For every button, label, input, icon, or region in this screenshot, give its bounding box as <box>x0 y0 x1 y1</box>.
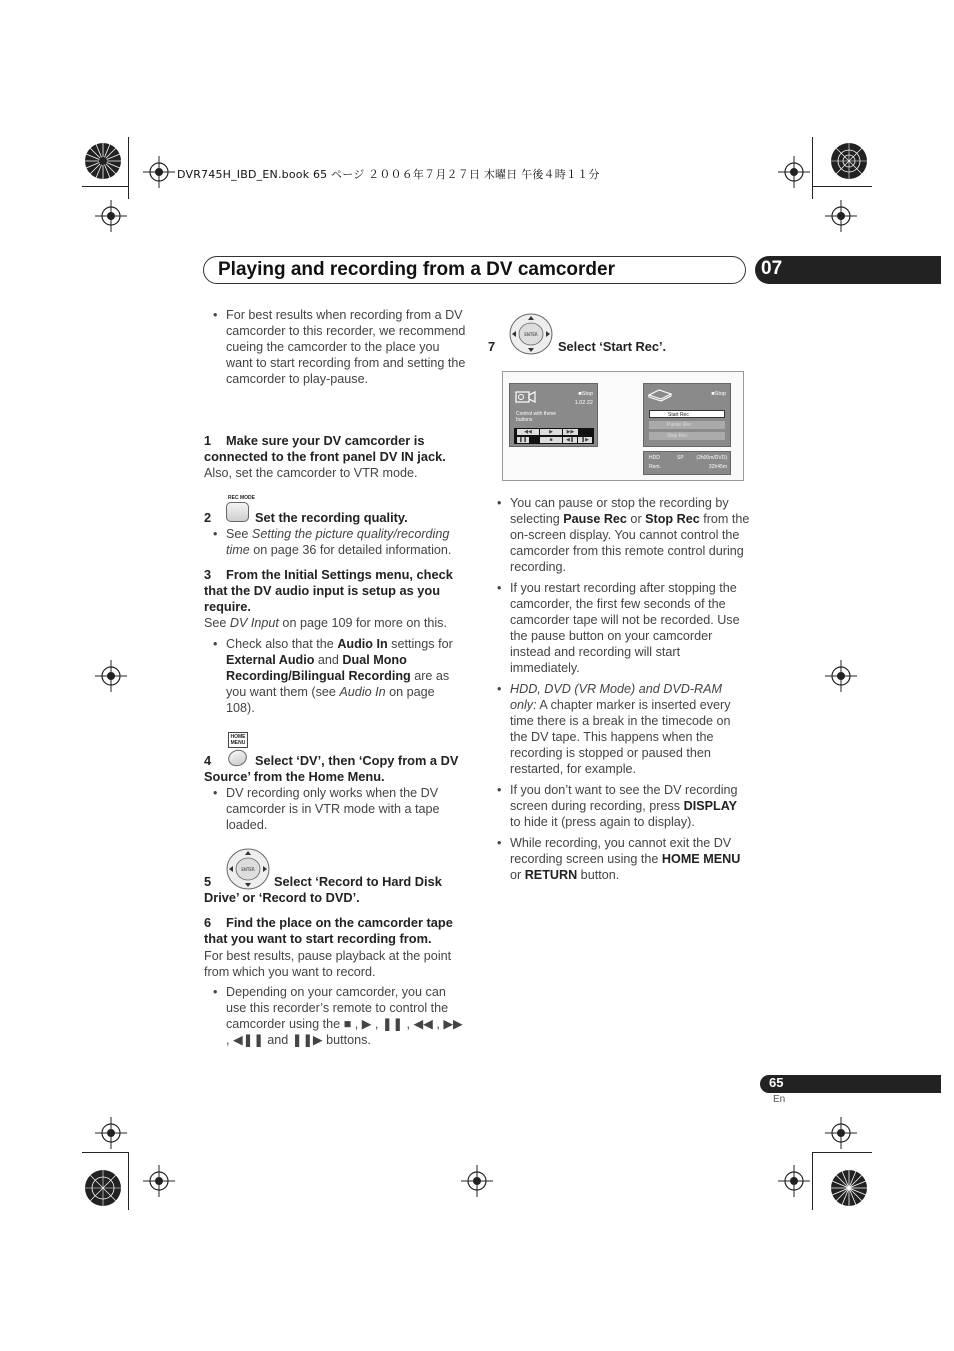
step-3 <box>204 567 466 716</box>
step-4-bullet: • DV recording only works when the DV camcorder is in VTR mode with a tape loaded. <box>204 785 466 833</box>
step-title-text: Set the recording quality. <box>255 510 408 525</box>
camcorder-status: ■Stop <box>578 391 593 397</box>
step-title-text: Select ‘DV’, then ‘Copy from a DV Source’ from the Home Menu. <box>204 753 459 784</box>
step-5 <box>204 874 466 906</box>
text: on page 108). <box>226 685 435 715</box>
enter-label: ENTER <box>524 332 538 337</box>
registration-crosshair-icon <box>143 1165 175 1197</box>
intro-bullet: • For best results when recording from a DV camcorder to this recorder, we recommend cueing the camcorder to the place you want to start recording from and setting the camcorder to play-pause. <box>204 307 466 387</box>
registration-crosshair-icon <box>778 1165 810 1197</box>
left-column <box>204 307 466 387</box>
pause-icon: ❚❚ <box>518 437 528 443</box>
fast-forward-icon: ▶▶ <box>563 429 578 435</box>
step-7-title <box>488 339 750 355</box>
step-number: 7 <box>488 339 496 354</box>
menu-start-rec: Start Rec <box>649 410 725 418</box>
bullet-display <box>488 782 750 830</box>
disc-condition: HDD, DVD (VR Mode) and DVD-RAM only: <box>510 682 723 712</box>
menu-stop-rec: Stop Rec <box>649 432 725 440</box>
right-bullets <box>488 495 750 883</box>
text: on page 36 for detailed information. <box>249 543 452 557</box>
step-number: 2 <box>204 510 212 525</box>
step-number: 4 <box>204 753 212 768</box>
menu-pause-rec: Pause Rec <box>649 421 725 429</box>
text: button. <box>577 868 620 882</box>
button-name: HOME MENU <box>661 852 741 866</box>
step-2-bullet <box>204 526 466 558</box>
menu-option: Pause Rec <box>563 512 627 526</box>
registration-crosshair-icon <box>95 660 127 692</box>
remaining-label: Rem. <box>649 464 661 470</box>
text: You can pause or stop the recording by selecting <box>510 496 729 526</box>
camcorder-icon <box>514 387 538 407</box>
text: If you don’t want to see the DV recording screen during recording, press <box>510 783 738 813</box>
text: A chapter marker is inserted every time there is a break in the timecode on the DV tape. This happens when the recording is stopped or paused then restarted, for example. <box>510 698 731 776</box>
step-5-title <box>204 874 466 906</box>
step-title-text: From the Initial Settings menu, check that the DV audio input is setup as you require. <box>204 567 453 614</box>
step-4 <box>204 753 466 833</box>
home-label: HOME <box>230 734 246 740</box>
step-6-body: For best results, pause playback at the point from which you want to record. <box>204 949 452 979</box>
registration-star-icon <box>830 1169 868 1207</box>
page-reference: Audio In <box>339 685 386 699</box>
chapter-number: 07 <box>761 258 783 279</box>
step-title-text: Select ‘Start Rec’. <box>558 339 667 354</box>
button-name: RETURN <box>524 868 578 882</box>
menu-option: Stop Rec <box>645 512 700 526</box>
crop-line <box>128 137 129 199</box>
text: settings for <box>387 637 453 651</box>
setting-name: Audio In <box>337 637 388 651</box>
step-1 <box>204 433 466 481</box>
step-number: 6 <box>204 915 212 930</box>
step-6-bullet: • Depending on your camcorder, you can use this recorder’s remote to control the camcorder using the ■ , ▶ , ❚❚ , ◀◀ , ▶▶ , ◀❚❚ and ❚❚▶ buttons. <box>204 984 466 1048</box>
registration-star-icon <box>84 1169 122 1207</box>
setting-name: Dual Mono Recording/Bilingual Recording <box>226 653 411 683</box>
text: to hide it (press again to display). <box>510 815 695 829</box>
rec-mode-label: REC MODE <box>228 495 255 501</box>
rec-mode-value: SP <box>677 455 684 461</box>
step-number: 1 <box>204 433 212 448</box>
button-name: DISPLAY <box>683 799 738 813</box>
rewind-icon: ◀◀ <box>517 429 539 435</box>
recorder-panel <box>643 383 731 447</box>
recorder-status: ■Stop <box>711 391 726 397</box>
step-number: 5 <box>204 874 212 889</box>
registration-crosshair-icon <box>825 1117 857 1149</box>
rec-mode-duration: (2h00m/DVD) <box>696 455 727 461</box>
disk-label: HDD <box>649 455 660 461</box>
step-title-text: Make sure your DV camcorder is connected to the front panel DV IN jack. <box>204 433 446 464</box>
control-caption: Control with these buttons <box>516 411 557 423</box>
step-4-title <box>204 753 466 785</box>
text: or <box>626 512 646 526</box>
page-number: 65 <box>769 1075 784 1090</box>
crop-line <box>128 1152 129 1210</box>
bullet-chapter-marker <box>488 681 750 777</box>
page-reference: DV Input <box>229 616 279 630</box>
crop-line <box>812 186 872 187</box>
remaining-value: 32h45m <box>708 464 727 470</box>
registration-star-icon <box>830 142 868 180</box>
registration-crosshair-icon <box>825 200 857 232</box>
step-7 <box>488 339 750 355</box>
step-1-title <box>204 433 466 465</box>
crop-line <box>812 1152 813 1210</box>
section-title: Playing and recording from a DV camcorder <box>218 259 615 280</box>
file-info-line: DVR745H_IBD_EN.book 65 ページ ２００６年７月２７日 木曜日 午後４時１１分 <box>177 168 600 181</box>
bullet-pause-stop <box>488 495 750 575</box>
dv-recording-screen <box>502 371 744 481</box>
step-6 <box>204 915 466 1048</box>
menu-label: MENU <box>230 740 246 746</box>
bullet-restart: • If you restart recording after stopping the camcorder, the first few seconds of the camcorder tape will not be recorded. Use the pause button on your camcorder instead and recording will start immediately. <box>488 580 750 676</box>
setting-name: External Audio <box>226 653 315 667</box>
step-3-title <box>204 567 466 615</box>
step-title-text: Find the place on the camcorder tape that you want to start recording from. <box>204 915 453 946</box>
crop-line <box>82 1152 128 1153</box>
crop-line <box>812 137 813 199</box>
section-title-bar <box>203 256 746 284</box>
registration-crosshair-icon <box>95 1117 127 1149</box>
recording-info-panel <box>643 451 731 475</box>
disc-drive-icon <box>647 388 673 402</box>
timecode: 1.02.22 <box>574 400 593 406</box>
step-3-bullet <box>204 636 466 716</box>
camcorder-panel <box>509 383 598 447</box>
text: and <box>314 653 343 667</box>
registration-crosshair-icon <box>95 200 127 232</box>
enter-label: ENTER <box>241 867 255 872</box>
page-language: En <box>773 1094 786 1105</box>
registration-crosshair-icon <box>825 660 857 692</box>
chapter-tab <box>755 256 941 284</box>
registration-crosshair-icon <box>461 1165 493 1197</box>
stop-icon: ■ <box>540 437 562 443</box>
step-number: 3 <box>204 567 212 582</box>
bullet-exit <box>488 835 750 883</box>
registration-crosshair-icon <box>778 156 810 188</box>
crop-line <box>812 1152 872 1153</box>
page-reference: Setting the picture quality/recording time <box>226 527 450 557</box>
text: See <box>226 527 252 541</box>
step-title-text: Select ‘Record to Hard Disk Drive’ or ‘Record to DVD’. <box>204 874 442 905</box>
text: are as you want them (see <box>226 669 450 699</box>
text: While recording, you cannot exit the DV recording screen using the <box>510 836 732 866</box>
registration-star-icon <box>84 142 122 180</box>
registration-crosshair-icon <box>143 156 175 188</box>
text: from the on-screen display. You cannot control the camcorder from this remote control during recording. <box>510 512 750 574</box>
step-6-title <box>204 915 466 947</box>
text: on page 109 for more on this. <box>278 616 447 630</box>
text: or <box>510 868 525 882</box>
text: Check also that the <box>226 637 338 651</box>
page-number-tab <box>760 1075 941 1093</box>
text: See <box>204 616 230 630</box>
transport-buttons <box>514 428 594 444</box>
step-2-title <box>204 510 466 526</box>
step-forward-icon: ❚▶ <box>578 437 592 443</box>
step-1-body: Also, set the camcorder to VTR mode. <box>204 466 418 480</box>
step-back-icon: ◀❚ <box>563 437 577 443</box>
step-3-body <box>204 615 466 631</box>
crop-line <box>82 186 128 187</box>
step-2 <box>204 510 466 558</box>
play-icon: ▶ <box>540 429 562 435</box>
